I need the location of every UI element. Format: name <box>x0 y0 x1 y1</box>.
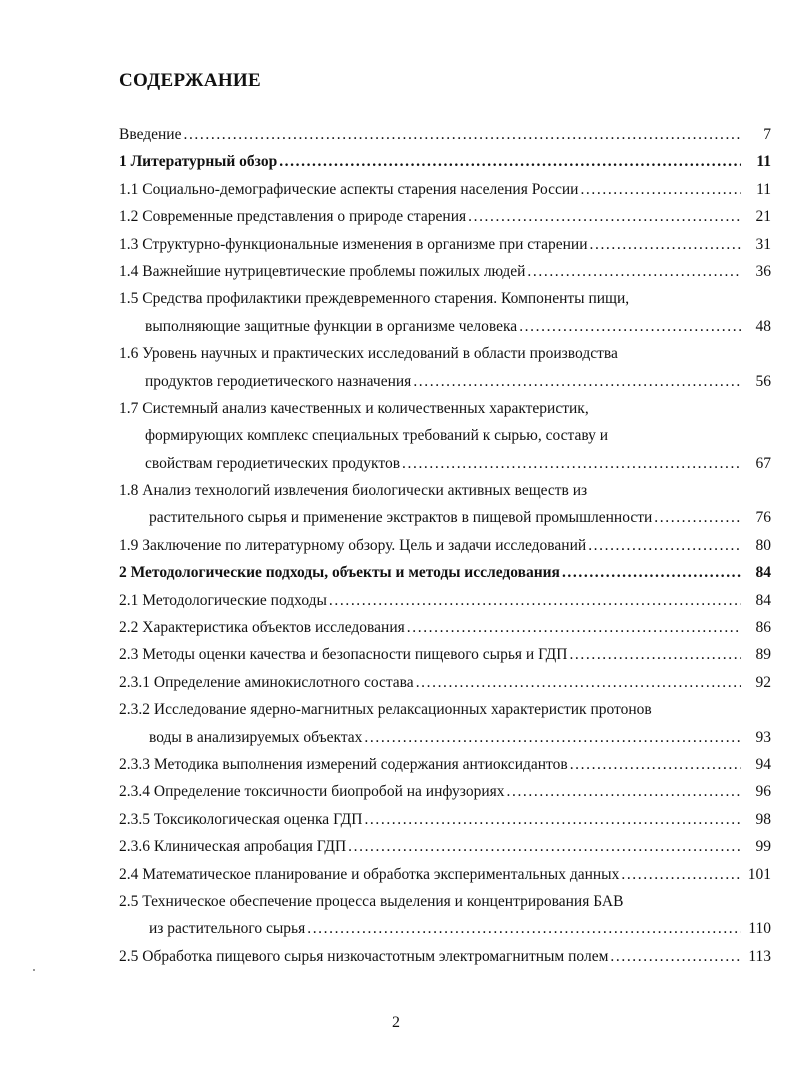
toc-entry-continuation <box>119 729 771 756</box>
toc-entry <box>119 646 771 673</box>
toc-entry-title: 2.2 Характеристика объектов исследования <box>119 619 405 637</box>
toc-page-number: 21 <box>755 208 771 226</box>
toc-dot-leader <box>407 619 741 637</box>
toc-entry <box>119 153 771 180</box>
toc-entry-continuation <box>119 373 771 400</box>
toc-entry <box>119 181 771 208</box>
toc-page-number: 84 <box>755 564 771 582</box>
toc-entry-title: продуктов геродиетического назначения <box>145 372 412 390</box>
toc-page-number: 80 <box>755 536 771 554</box>
toc-page-number: 56 <box>755 372 771 390</box>
toc-page-number: 84 <box>755 591 771 609</box>
toc-page-number: 11 <box>756 153 771 171</box>
toc-entry-continuation <box>119 318 771 345</box>
toc-entry-title: формирующих комплекс специальных требований к сырью, составу и <box>145 427 609 445</box>
scan-speck <box>33 969 35 971</box>
toc-entry <box>119 263 771 290</box>
toc-page-number: 67 <box>755 454 771 472</box>
toc-entry-title: 2.3.5 Токсикологическая оценка ГДП <box>119 810 363 828</box>
toc-page-number: 93 <box>755 728 771 746</box>
toc-entry-title: 2.3.2 Исследование ядерно-магнитных релаксационных характеристик протонов <box>119 701 652 719</box>
toc-entry-title: 2.5 Техническое обеспечение процесса выделения и концентрирования БАВ <box>119 892 624 910</box>
toc-entry-title: 1.6 Уровень научных и практических исследований в области производства <box>119 345 618 363</box>
toc-entry-title: 1 Литературный обзор <box>119 153 278 171</box>
toc-page-number: 98 <box>755 810 771 828</box>
toc-entry-title: 2 Методологические подходы, объекты и методы исследования <box>119 564 560 582</box>
toc-entry-continuation <box>119 455 771 482</box>
toc-page-number: 86 <box>755 619 771 637</box>
toc-dot-leader <box>348 838 741 856</box>
table-of-contents <box>119 126 771 975</box>
toc-dot-leader <box>610 948 741 966</box>
toc-dot-leader <box>279 153 741 171</box>
toc-entry-title: из растительного сырья <box>149 920 306 938</box>
toc-page-number: 92 <box>755 673 771 691</box>
toc-entry <box>119 948 771 975</box>
toc-page-number: 113 <box>748 947 771 965</box>
toc-page-number: 48 <box>755 317 771 335</box>
toc-dot-leader <box>329 592 741 610</box>
toc-page-number: 99 <box>755 838 771 856</box>
toc-page-number: 110 <box>748 920 771 938</box>
page-title: СОДЕРЖАНИЕ <box>119 70 261 91</box>
toc-entry-title: 2.5 Обработка пищевого сырья низкочастотным электромагнитным полем <box>119 947 609 965</box>
toc-page-number: 36 <box>755 262 771 280</box>
toc-dot-leader <box>307 920 741 938</box>
toc-entry <box>119 756 771 783</box>
toc-dot-leader <box>519 318 741 336</box>
toc-entry <box>119 126 771 153</box>
toc-entry-title: 1.1 Социально-демографические аспекты старения населения России <box>119 180 579 198</box>
toc-entry-title: 2.3.6 Клиническая апробация ГДП <box>119 838 347 856</box>
toc-entry-title: растительного сырья и применение экстрактов в пищевой промышленности <box>149 509 653 527</box>
toc-page-number: 31 <box>755 235 771 253</box>
toc-entry-title: 2.4 Математическое планирование и обработка экспериментальных данных <box>119 865 620 883</box>
toc-dot-leader <box>416 674 741 692</box>
toc-page-number: 11 <box>756 180 771 198</box>
toc-page-number: 76 <box>755 509 771 527</box>
toc-entry <box>119 701 771 728</box>
toc-entry-title: 2.3 Методы оценки качества и безопасности пищевого сырья и ГДП <box>119 646 568 664</box>
toc-entry-title: 1.2 Современные представления о природе старения <box>119 208 467 226</box>
toc-entry-title: 1.7 Системный анализ качественных и количественных характеристик, <box>119 399 589 417</box>
toc-page-number: 89 <box>755 646 771 664</box>
toc-dot-leader <box>570 756 741 774</box>
toc-entry-title: 1.4 Важнейшие нутрицевтические проблемы пожилых людей <box>119 262 526 280</box>
toc-dot-leader <box>580 181 741 199</box>
toc-entry-title: выполняющие защитные функции в организме человека <box>145 317 518 335</box>
toc-dot-leader <box>527 263 741 281</box>
toc-entry <box>119 893 771 920</box>
toc-entry <box>119 400 771 427</box>
toc-entry <box>119 208 771 235</box>
toc-entry-title: 1.5 Средства профилактики преждевременного старения. Компоненты пищи, <box>119 290 630 308</box>
toc-dot-leader <box>569 646 741 664</box>
toc-entry-title: 1.3 Структурно-функциональные изменения в организме при старении <box>119 235 588 253</box>
toc-dot-leader <box>590 236 742 254</box>
toc-entry-title: 1.9 Заключение по литературному обзору. Цель и задачи исследований <box>119 536 587 554</box>
page-number: 2 <box>392 1014 400 1031</box>
toc-entry-continuation <box>119 509 771 536</box>
toc-entry <box>119 482 771 509</box>
toc-entry-continuation <box>119 427 771 454</box>
toc-entry <box>119 564 771 591</box>
toc-entry-title: 2.1 Методологические подходы <box>119 591 327 609</box>
toc-dot-leader <box>364 811 741 829</box>
toc-entry <box>119 290 771 317</box>
toc-entry <box>119 537 771 564</box>
toc-entry <box>119 783 771 810</box>
toc-dot-leader <box>588 537 741 555</box>
toc-entry <box>119 811 771 838</box>
toc-entry-title: 2.3.3 Методика выполнения измерений содержания антиоксидантов <box>119 755 568 773</box>
toc-entry-title: 1.8 Анализ технологий извлечения биологически активных веществ из <box>119 482 588 500</box>
toc-entry <box>119 674 771 701</box>
toc-dot-leader <box>468 208 741 226</box>
toc-dot-leader <box>183 126 741 144</box>
toc-page-number: 96 <box>755 783 771 801</box>
toc-page-number: 7 <box>763 126 771 143</box>
toc-dot-leader <box>364 729 741 747</box>
toc-entry <box>119 236 771 263</box>
toc-entry-title: свойствам геродиетических продуктов <box>145 454 401 472</box>
toc-page-number: 94 <box>755 755 771 773</box>
toc-dot-leader <box>402 455 741 473</box>
toc-entry <box>119 838 771 865</box>
toc-entry-title: 2.3.4 Определение токсичности биопробой на инфузориях <box>119 783 505 801</box>
toc-entry <box>119 345 771 372</box>
toc-dot-leader <box>621 866 741 884</box>
toc-dot-leader <box>413 373 741 391</box>
toc-entry-continuation <box>119 920 771 947</box>
toc-dot-leader <box>507 783 742 801</box>
toc-entry <box>119 592 771 619</box>
toc-entry <box>119 619 771 646</box>
toc-entry-title: воды в анализируемых объектах <box>149 728 363 746</box>
toc-dot-leader <box>654 509 741 527</box>
toc-entry-title: 2.3.1 Определение аминокислотного состава <box>119 673 414 691</box>
toc-dot-leader <box>562 564 741 582</box>
toc-entry <box>119 866 771 893</box>
toc-entry-title: Введение <box>119 126 182 143</box>
toc-page-number: 101 <box>747 865 771 883</box>
